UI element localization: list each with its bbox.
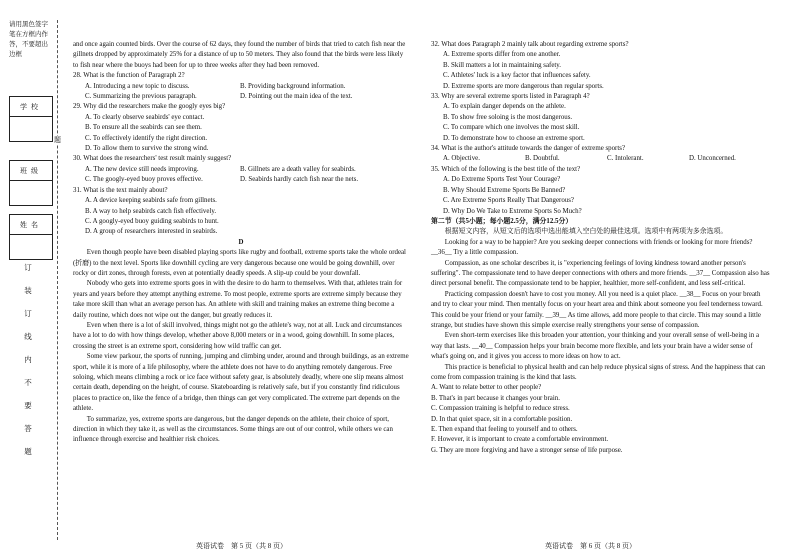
passage-d-paragraph: To summarize, yes, extreme sports are dangerous, but the danger depends on the athlete, their choice of sport, direction in which they take it, as well as the circumstances. Some things are out of our control, while others we can influence through exercise and healthier risk choices. [73,415,393,444]
right-column [431,40,771,456]
passage-d-paragraph: Even when there is a lot of skill involved, things might not go the athlete's way, not at all. Luck and circumstances have a lot to do with how things develop, whether above 8,000 meters or in a wood, going downhill. In some places, crossing the street is an extreme sport, considering how wild traffic can get. [73,321,402,350]
option-35b[interactable]: B. Why Should Extreme Sports Be Banned? [443,186,566,194]
option-33d[interactable]: D. To demonstrate how to choose an extreme sport. [443,134,585,142]
seal-char: 装 [24,286,32,295]
passage-c-ending: and once again counted birds. Over the course of 62 days, they found the number of birds that tried to catch fish near the gillnets dropped by approximately 25% for a distance of up to 50 meters. They also found that the birds were less likely to fish near where the buoys had been for up to three weeks after they had been removed. [73,41,406,69]
option-29d[interactable]: D. To allow them to survive the strong wind. [85,145,209,153]
cloze-option-a[interactable]: A. Want to relate better to other people? [431,384,542,392]
option-32b[interactable]: B. Skill matters a lot in maintaining safety. [443,61,562,69]
question-29: 29. Why did the researchers make the googly eyes big? [73,103,226,111]
option-35c[interactable]: C. Are Extreme Sports Really That Dangerous? [443,197,574,205]
option-32d[interactable]: D. Extreme sports are more dangerous than regular sports. [443,82,604,90]
cloze-option-g[interactable]: G. They are more forgiving and have a stronger sense of life purpose. [431,446,623,454]
option-33b[interactable]: B. To show free soloing is the most dangerous. [443,113,573,121]
cloze-paragraph: Compassion, as one scholar describes it, is "experiencing feelings of loving kindness toward another person's suffering". The compassionate tend to have deeper connections with others and more friends. __37__ Compassion also has direct personal benefit. The compassionate tend to be happier, healthier, more self-confident, and less self-critical. [431,259,770,288]
question-35: 35. Which of the following is the best title of the text? [431,165,581,173]
option-31c[interactable]: C. A googly-eyed buoy guiding seabirds to hunt. [85,217,219,225]
question-33: 33. Why are several extreme sports listed in Paragraph 4? [431,93,590,101]
school-field[interactable] [9,96,53,142]
option-34d[interactable]: D. Unconcerned. [689,155,736,163]
seal-char: 订 [24,309,32,318]
cloze-paragraph: Looking for a way to be happier? Are you seeking deeper connections with friends or looking for more friends? __36__ Try a little compassion. [431,238,753,257]
seal-char: 内 [24,355,32,364]
binding-note: 请用黑色签字笔在方框内作答，不要超出边框 [9,21,48,58]
option-32a[interactable]: A. Extreme sports differ from one another. [443,51,561,59]
binding-side-char: 题 [54,136,61,144]
question-28: 28. What is the function of Paragraph 2? [73,72,185,80]
seal-char: 订 [24,263,32,272]
name-label: 姓名 [20,221,42,229]
option-31d[interactable]: D. A group of researchers interested in seabirds. [85,228,218,236]
cloze-option-d[interactable]: D. In that quiet space, sit in a comfortable position. [431,415,573,423]
option-33a[interactable]: A. To explain danger depends on the athlete. [443,103,566,111]
option-30c[interactable]: C. The googly-eyed buoy proves effective. [85,176,203,184]
seal-text [18,262,38,457]
option-28d[interactable]: D. Pointing out the main idea of the text. [240,93,353,101]
cloze-option-f[interactable]: F. However, it is important to create a comfortable environment. [431,436,609,444]
question-31: 31. What is the text mainly about? [73,186,168,194]
class-label: 班级 [20,167,42,175]
cloze-paragraph: This practice is beneficial to physical health and can help reduce physical signs of stress. And the happiness that can come from compassion training is the kind that lasts. [431,363,766,381]
cloze-paragraph: Even short-term exercises like this broaden your attention, your thinking and your overall sense of well-being in a way that lasts. __40__ Compassion helps your brain become more flexible, and lets your brain have a wider sense of what's going on, and it gives you access to more ideas on how to act. [431,332,760,361]
option-28a[interactable]: A. Introducing a new topic to discuss. [85,82,190,90]
option-31b[interactable]: B. A way to help seabirds catch fish effectively. [85,207,217,215]
option-34c[interactable]: C. Intolerant. [607,155,644,163]
passage-d-paragraph: Nobody who gets into extreme sports goes in with the desire to do harm to themselves. With that, athletes train for years and years before they attempt anything extreme. To most people, extreme sports are extreme simply because they take more skill than what an average person has. An athlete with skill and training makes an extreme thing become a daily routine, which does not wipe out the danger, but greatly reduces it. [73,280,403,319]
option-33c[interactable]: C. To compare which one involves the most skill. [443,124,580,132]
option-29b[interactable]: B. To ensure all the seabirds can see them. [85,124,202,132]
cloze-option-c[interactable]: C. Compassion training is helpful to reduce stress. [431,405,570,413]
school-label: 学校 [20,103,42,111]
cloze-option-e[interactable]: E. Then expand that feeling to yourself and to others. [431,426,578,434]
option-34a[interactable]: A. Objective. [443,155,480,163]
section-2-heading: 第二节（共5小题；每小题2.5分，满分12.5分） [431,217,573,225]
passage-d-paragraph: Even though people have been disabled playing sports like rugby and football, extreme sports take the whole ordeal (折磨) to the next level. Sports like downhill cycling are very dangerous because one would be going downhill, over rocky or dirt zones, through forests, even at potentially deadly speeds. A slip-up could be your downfall. [73,249,406,277]
option-35a[interactable]: A. Do Extreme Sports Test Your Courage? [443,176,561,184]
name-field[interactable] [9,214,53,260]
option-28b[interactable]: B. Providing background information. [240,82,346,90]
option-30a[interactable]: A. The new device still needs improving. [85,165,199,173]
left-column [73,40,409,446]
cloze-paragraph: Practicing compassion doesn't have to cost you money. All you need is a quiet place. __38__ Focus on your breath and try to clear your mind. Then mentally focus on your heart area and think about someone you feel tenderness toward. This could be your friend or your family. __39__ As time allows, add more people to that circle. This may sound a little strange, but studies have shown this simple exercise really strengthens your sense of compassion. [431,290,763,329]
seal-char: 要 [24,401,32,410]
passage-d-paragraph: Some view parkour, the sports of running, jumping and climbing under, around and through buildings, as an extreme sport, while it is more of a life philosophy, where the athlete does not have to do anything remotely dangerous. Free soloing, which means climbing a rock or ice face without safety gear, is absolutely deadly, where one slip means almost certain death, depending on the height, of course. Skateboarding is relatively safe, but if you constantly find ridiculous places to practice on, like the fence of a bridge, then things can get very complicated. The extreme part depends on the athlete. [73,353,409,413]
seal-char: 答 [24,424,32,433]
page-footer-right: 英语试卷 第 6 页（共 8 页） [545,542,636,550]
seal-char: 题 [24,447,32,456]
question-32: 32. What does Paragraph 2 mainly talk about regarding extreme sports? [431,41,629,48]
option-35d[interactable]: D. Why Do We Take to Extreme Sports So Much? [443,207,582,215]
page-footer-left: 英语试卷 第 5 页（共 8 页） [196,542,287,550]
section-2-instructions: 根据短文内容，从短文后的选项中选出能填入空白处的最佳选项。选项中有两项为多余选项。 [444,228,728,236]
binding-margin [0,0,60,558]
question-34: 34. What is the author's attitude towards the danger of extreme sports? [431,145,625,153]
class-field[interactable] [9,160,53,206]
option-29a[interactable]: A. To clearly observe seabirds' eye contact. [85,113,205,121]
passage-d-heading: D [238,238,244,246]
option-34b[interactable]: B. Doubtful. [525,155,560,163]
option-30d[interactable]: D. Seabirds hardly catch fish near the nets. [240,176,359,184]
option-28c[interactable]: C. Summarizing the previous paragraph. [85,93,197,101]
seal-char: 线 [24,332,32,341]
option-29c[interactable]: C. To effectively identify the right direction. [85,134,208,142]
option-31a[interactable]: A. A device keeping seabirds safe from gillnets. [85,197,217,205]
binding-line [57,20,58,540]
option-30b[interactable]: B. Gillnets are a death valley for seabirds. [240,165,356,173]
question-30: 30. What does the researchers' test result mainly suggest? [73,155,232,163]
cloze-option-b[interactable]: B. That's in part because it changes your brain. [431,394,560,402]
option-32c[interactable]: C. Athletes' luck is a key factor that influences safety. [443,72,591,80]
seal-char: 不 [24,378,32,387]
